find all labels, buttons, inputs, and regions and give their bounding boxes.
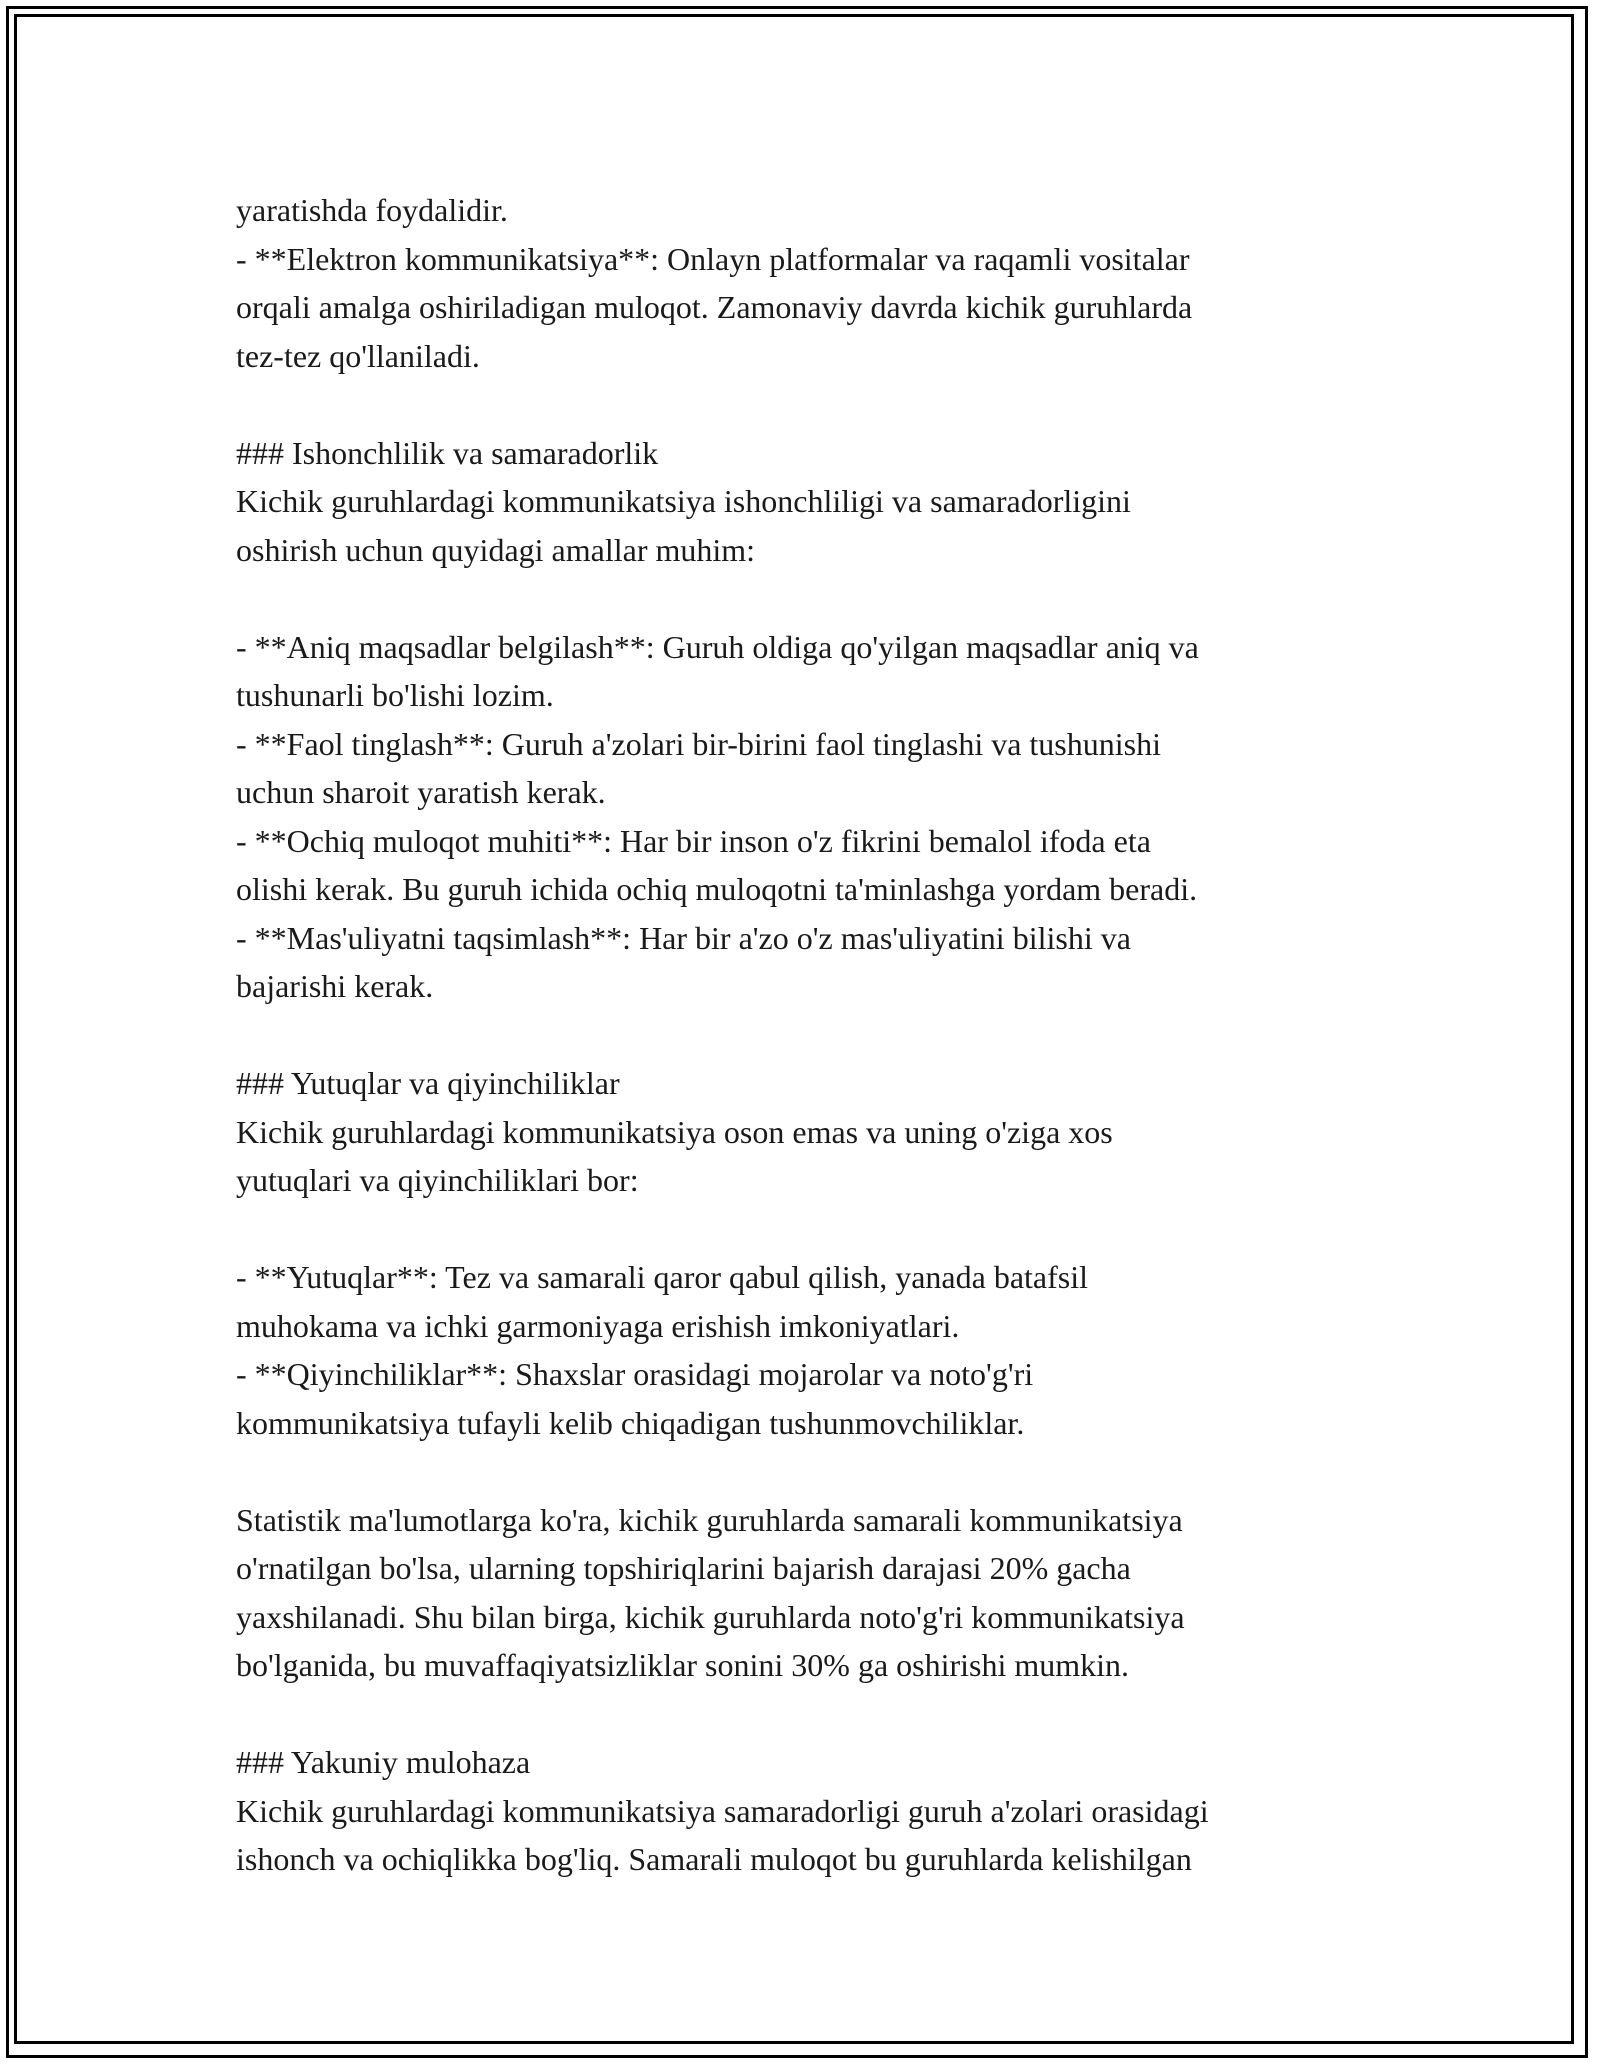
section-heading: ### Ishonchlilik va samaradorlik bbox=[236, 434, 659, 471]
blank-line bbox=[236, 1690, 1416, 1739]
text-line: Kichik guruhlardagi kommunikatsiya samaradorligi guruh a'zolari orasidagi bbox=[236, 1792, 1209, 1829]
section-heading: ### Yutuqlar va qiyinchiliklar bbox=[236, 1065, 620, 1101]
text-line: tez-tez qo'llaniladi. bbox=[236, 337, 480, 374]
text-line: yaxshilanadi. Shu bilan birga, kichik guruhlarda noto'g'ri kommunikatsiya bbox=[236, 1598, 1185, 1635]
text-line: ishonch va ochiqlikka bog'liq. Samarali muloqot bu guruhlarda kelishilgan bbox=[236, 1841, 1192, 1877]
text-line: bo'lganida, bu muvaffaqiyatsizliklar sonini 30% ga oshirishi mumkin. bbox=[236, 1647, 1130, 1683]
list-item: - **Mas'uliyatni taqsimlash**: Har bir a'zo o'z mas'uliyatini bilishi va bbox=[236, 919, 1131, 956]
blank-line bbox=[236, 1447, 1416, 1496]
document-body bbox=[236, 186, 1416, 1884]
text-line: Kichik guruhlardagi kommunikatsiya oson emas va uning o'ziga xos bbox=[236, 1113, 1113, 1150]
text-line: olishi kerak. Bu guruh ichida ochiq muloqotni ta'minlashga yordam beradi. bbox=[236, 871, 1198, 907]
text-line: kommunikatsiya tufayli kelib chiqadigan tushunmovchiliklar. bbox=[236, 1404, 1025, 1441]
text-line: tushunarli bo'lishi lozim. bbox=[236, 677, 554, 713]
blank-line bbox=[236, 1011, 1416, 1060]
list-item: - **Faol tinglash**: Guruh a'zolari bir-birini faol tinglashi va tushunishi bbox=[236, 725, 1161, 762]
text-line: Statistik ma'lumotlarga ko'ra, kichik guruhlarda samarali kommunikatsiya bbox=[236, 1501, 1183, 1538]
text-line: yaratishda foydalidir. bbox=[236, 192, 508, 228]
text-line: muhokama va ichki garmoniyaga erishish imkoniyatlari. bbox=[236, 1307, 960, 1344]
list-item: - **Ochiq muloqot muhiti**: Har bir inson o'z fikrini bemalol ifoda eta bbox=[236, 822, 1151, 859]
text-line: orqali amalga oshiriladigan muloqot. Zamonaviy davrda kichik guruhlarda bbox=[236, 289, 1193, 325]
text-line: bajarishi kerak. bbox=[236, 968, 434, 1004]
text-line: uchun sharoit yaratish kerak. bbox=[236, 774, 606, 810]
blank-line bbox=[236, 574, 1416, 623]
text-line: yutuqlari va qiyinchiliklari bor: bbox=[236, 1162, 639, 1198]
blank-line bbox=[236, 1205, 1416, 1254]
text-line: Kichik guruhlardagi kommunikatsiya ishonchliligi va samaradorligini bbox=[236, 483, 1131, 519]
text-line: o'rnatilgan bo'lsa, ularning topshiriqlarini bajarish darajasi 20% gacha bbox=[236, 1550, 1131, 1586]
list-item: - **Qiyinchiliklar**: Shaxslar orasidagi mojarolar va noto'g'ri bbox=[236, 1356, 1034, 1392]
text-line: oshirish uchun quyidagi amallar muhim: bbox=[236, 531, 756, 568]
list-item: - **Yutuqlar**: Tez va samarali qaror qabul qilish, yanada batafsil bbox=[236, 1259, 1089, 1295]
text-line: - **Elektron kommunikatsiya**: Onlayn platformalar va raqamli vositalar bbox=[236, 240, 1190, 277]
list-item: - **Aniq maqsadlar belgilash**: Guruh oldiga qo'yilgan maqsadlar aniq va bbox=[236, 628, 1199, 665]
blank-line bbox=[236, 380, 1416, 429]
section-heading: ### Yakuniy mulohaza bbox=[236, 1744, 531, 1780]
